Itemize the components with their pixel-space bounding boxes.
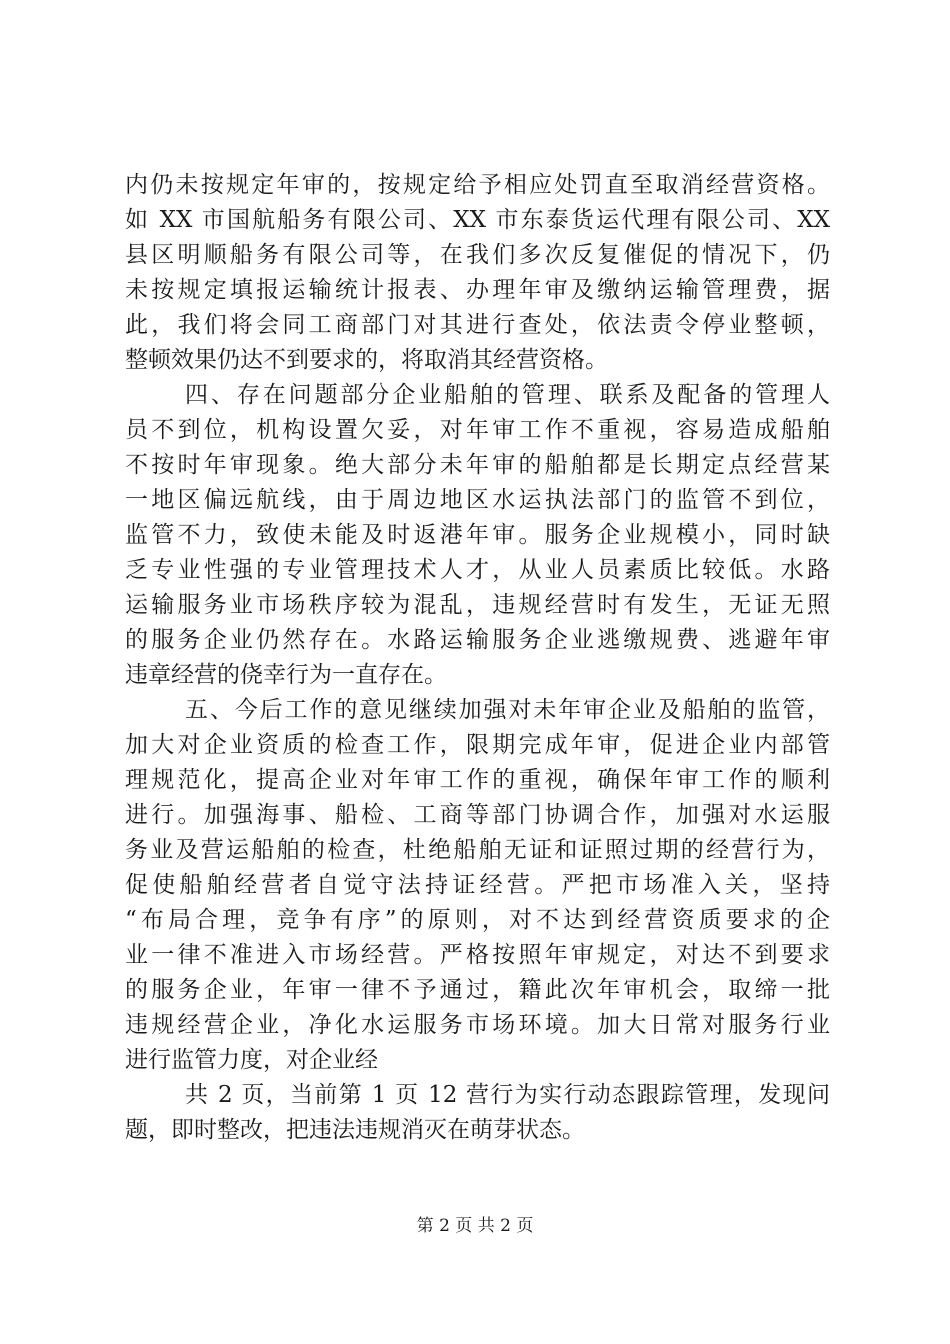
text-line: 促使船舶经营者自觉守法持证经营。严把市场准入关，坚持: [125, 872, 830, 898]
text-line: 进行。加强海事、船检、工商等部门协调合作，加强对水运服: [125, 802, 830, 828]
text-line: 违章经营的侥幸行为一直存在。: [125, 662, 447, 688]
text-line: 乏专业性强的专业管理技术人才，从业人员素质比较低。水路: [125, 557, 830, 583]
text-line: 四、存在问题部分企业船舶的管理、联系及配备的管理人: [185, 382, 830, 408]
text-line: 内仍未按规定年审的，按规定给予相应处罚直至取消经营资格。: [125, 172, 830, 198]
text-line: 业一律不准进入市场经营。严格按照年审规定，对达不到要求: [125, 942, 830, 968]
text-line: 监管不力，致使未能及时返港年审。服务企业规模小，同时缺: [125, 522, 830, 548]
text-line: 未按规定填报运输统计报表、办理年审及缴纳运输管理费，据: [125, 277, 830, 303]
text-line: 进行监管力度，对企业经: [125, 1047, 378, 1073]
text-line: 理规范化，提高企业对年审工作的重视，确保年审工作的顺利: [125, 767, 830, 793]
text-line: “布局合理，竞争有序”的原则，对不达到经营资质要求的企: [125, 907, 830, 933]
text-line: 共 2 页，当前第 1 页 12 营行为实行动态跟踪管理，发现问: [185, 1082, 830, 1108]
text-line: 不按时年审现象。绝大部分未年审的船舶都是长期定点经营某: [125, 452, 830, 478]
text-line: 的服务企业仍然存在。水路运输服务企业逃缴规费、逃避年审: [125, 627, 830, 653]
page-footer: 第 2 页 共 2 页: [416, 1216, 534, 1236]
text-line: 的服务企业，年审一律不予通过，籍此次年审机会，取缔一批: [125, 977, 830, 1003]
text-line: 务业及营运船舶的检查，杜绝船舶无证和证照过期的经营行为，: [125, 837, 830, 863]
text-line: 此，我们将会同工商部门对其进行查处，依法责令停业整顿，: [125, 312, 830, 338]
text-line: 违规经营企业，净化水运服务市场环境。加大日常对服务行业: [125, 1012, 830, 1038]
text-line: 县区明顺船务有限公司等，在我们多次反复催促的情况下，仍: [125, 242, 830, 268]
text-line: 如 XX 市国航船务有限公司、XX 市东泰货运代理有限公司、XX: [125, 207, 830, 233]
text-line: 员不到位，机构设置欠妥，对年审工作不重视，容易造成船舶: [125, 417, 830, 443]
text-line: 加大对企业资质的检查工作，限期完成年审，促进企业内部管: [125, 732, 830, 758]
text-line: 一地区偏远航线，由于周边地区水运执法部门的监管不到位，: [125, 487, 830, 513]
text-line: 题，即时整改，把违法违规消灭在萌芽状态。: [125, 1117, 585, 1143]
text-line: 运输服务业市场秩序较为混乱，违规经营时有发生，无证无照: [125, 592, 830, 618]
text-line: 整顿效果仍达不到要求的，将取消其经营资格。: [125, 347, 608, 373]
body-text: [125, 168, 830, 1148]
text-line: 五、今后工作的意见继续加强对未年审企业及船舶的监管，: [185, 697, 830, 723]
